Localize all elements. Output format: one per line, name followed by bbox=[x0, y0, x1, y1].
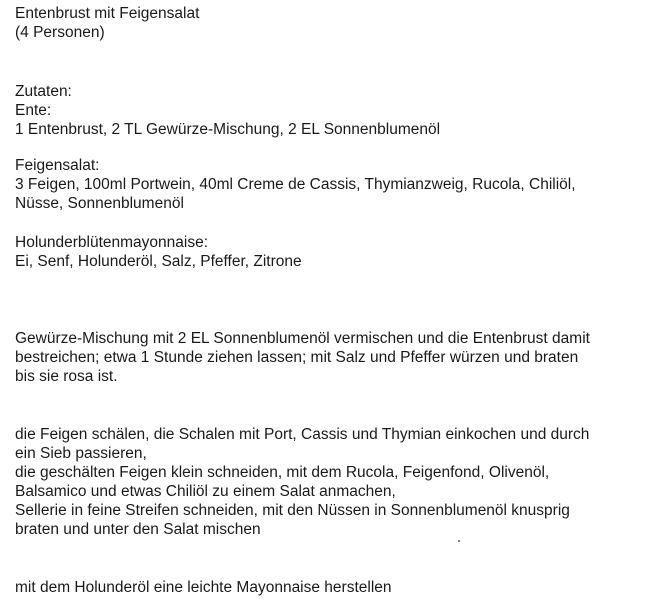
step-2-line-5: Sellerie in feine Streifen schneiden, mit den Nüssen in Sonnenblumenöl knusprig bbox=[15, 502, 570, 519]
step-1-line-2: bestreichen; etwa 1 Stunde ziehen lassen; mit Salz und Pfeffer würzen und braten bbox=[15, 349, 579, 366]
recipe-header bbox=[15, 4, 640, 42]
step-2-line-1: die Feigen schälen, die Schalen mit Port, Cassis und Thymian einkochen und durch bbox=[15, 426, 590, 443]
ingredients-heading: Zutaten: bbox=[15, 83, 72, 100]
feigensalat-label: Feigensalat: bbox=[15, 157, 100, 174]
step-1-line-3: bis sie rosa ist. bbox=[15, 368, 118, 385]
mayonnaise-label: Holunderblütenmayonnaise: bbox=[15, 234, 209, 251]
step-2-line-6: braten und unter den Salat mischen bbox=[15, 521, 261, 538]
step-3-line-1: mit dem Holunderöl eine leichte Mayonnaise herstellen bbox=[15, 579, 392, 596]
feigensalat-items-line-2: Nüsse, Sonnenblumenöl bbox=[15, 195, 184, 212]
mayonnaise-items: Ei, Senf, Holunderöl, Salz, Pfeffer, Zitrone bbox=[15, 253, 302, 270]
step-2-line-2: ein Sieb passieren, bbox=[15, 445, 147, 462]
mayonnaise-section bbox=[15, 233, 640, 271]
recipe-servings: (4 Personen) bbox=[15, 24, 105, 41]
step-1-line-1: Gewürze-Mischung mit 2 EL Sonnenblumenöl vermischen und die Entenbrust damit bbox=[15, 330, 590, 347]
step-2-line-4: Balsamico und etwas Chiliöl zu einem Salat anmachen, bbox=[15, 483, 396, 500]
step-3-paragraph bbox=[15, 578, 640, 597]
feigensalat-items-line-1: 3 Feigen, 100ml Portwein, 40ml Creme de Cassis, Thymianzweig, Rucola, Chiliöl, bbox=[15, 176, 576, 193]
ente-items: 1 Entenbrust, 2 TL Gewürze-Mischung, 2 EL Sonnenblumenöl bbox=[15, 121, 441, 138]
step-2-line-3: die geschälten Feigen klein schneiden, mit dem Rucola, Feigenfond, Olivenöl, bbox=[15, 464, 550, 481]
scan-speck bbox=[458, 540, 460, 542]
step-1-paragraph bbox=[15, 329, 640, 386]
feigensalat-section bbox=[15, 156, 640, 213]
recipe-title: Entenbrust mit Feigensalat bbox=[15, 5, 200, 22]
step-2-paragraph bbox=[15, 425, 640, 539]
ingredients-section bbox=[15, 82, 640, 139]
ente-label: Ente: bbox=[15, 102, 52, 119]
